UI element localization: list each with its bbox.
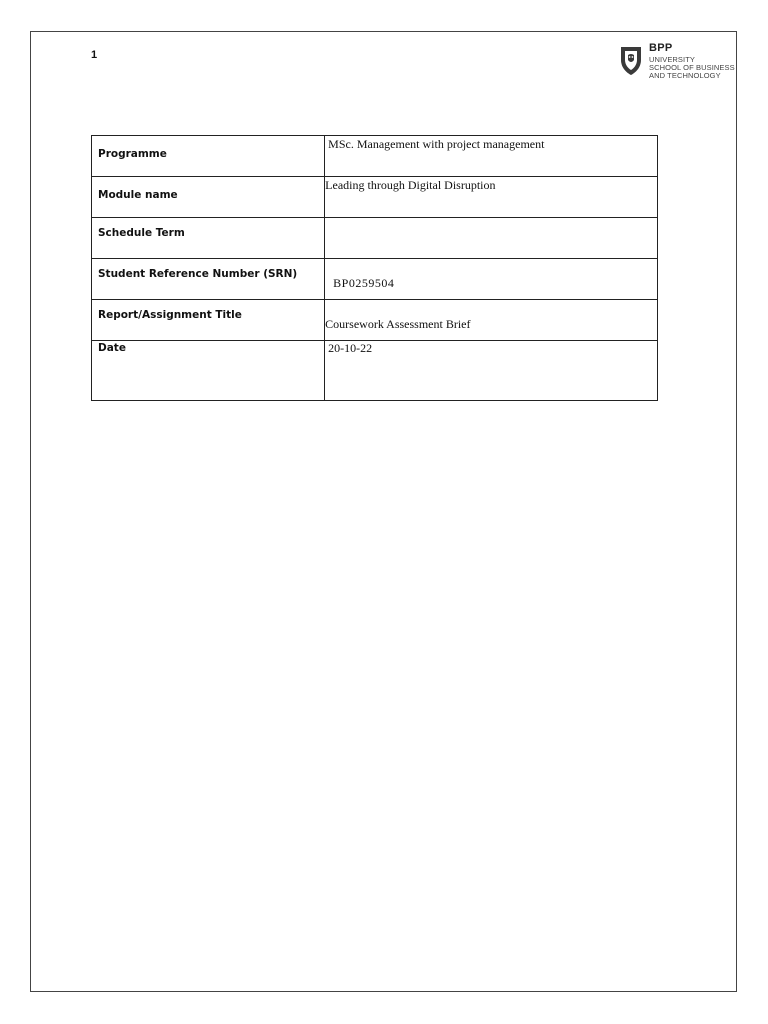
- document-page: [30, 31, 737, 992]
- logo-text-line: SCHOOL OF BUSINESS: [649, 63, 735, 72]
- label-cell: [92, 341, 325, 401]
- table-row: [92, 136, 658, 177]
- assignment-title-value: Coursework Assessment Brief: [325, 317, 471, 331]
- value-cell: [325, 218, 658, 259]
- table-row: [92, 300, 658, 341]
- cover-info-table: [91, 135, 658, 401]
- logo-text-line: UNIVERSITY: [649, 55, 696, 64]
- label-cell: [92, 259, 325, 300]
- label-cell: [92, 218, 325, 259]
- value-cell: [325, 300, 658, 341]
- lion-crest-icon: [618, 44, 644, 76]
- label-cell: [92, 300, 325, 341]
- srn-value: BP0259504: [333, 276, 395, 290]
- value-cell: [325, 136, 658, 177]
- schedule-term-label: Schedule Term: [98, 227, 185, 239]
- module-name-label: Module name: [98, 189, 178, 201]
- date-value: 20-10-22: [328, 341, 373, 355]
- label-cell: [92, 177, 325, 218]
- logo-brand: BPP: [649, 42, 673, 54]
- table-row: [92, 259, 658, 300]
- table-row: [92, 218, 658, 259]
- value-cell: [325, 341, 658, 401]
- university-logo: [618, 42, 737, 86]
- value-cell: [325, 177, 658, 218]
- table-row: [92, 341, 658, 401]
- assignment-title-label: Report/Assignment Title: [98, 309, 242, 321]
- page-number: 1: [91, 49, 98, 61]
- date-label: Date: [98, 342, 126, 354]
- logo-text-line: AND TECHNOLOGY: [649, 71, 721, 80]
- module-name-value: Leading through Digital Disruption: [325, 178, 496, 192]
- srn-label: Student Reference Number (SRN): [98, 268, 298, 280]
- table-row: [92, 177, 658, 218]
- programme-label: Programme: [98, 148, 167, 160]
- label-cell: [92, 136, 325, 177]
- programme-value: MSc. Management with project management: [328, 137, 545, 151]
- value-cell: [325, 259, 658, 300]
